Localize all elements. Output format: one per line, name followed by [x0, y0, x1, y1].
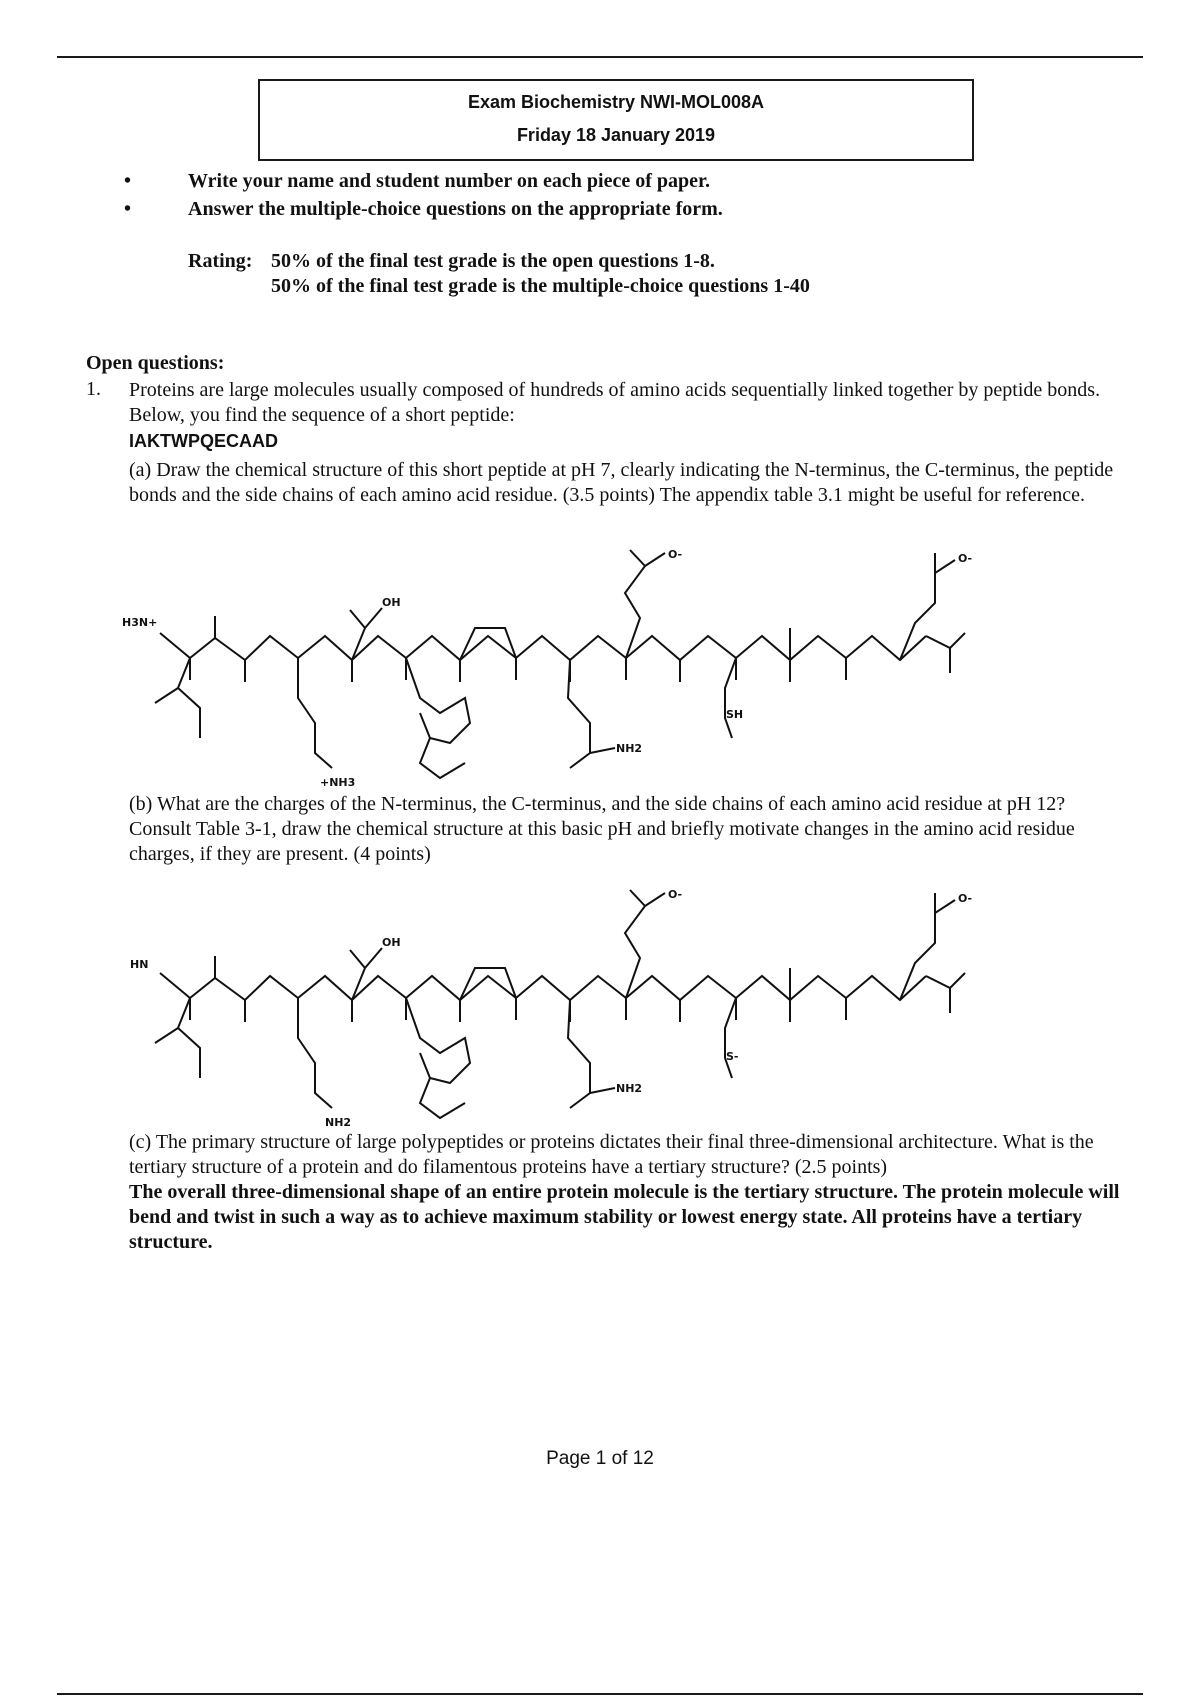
top-rule: [57, 56, 1143, 58]
rating-line-2: 50% of the final test grade is the multiple-choice questions 1-40: [271, 275, 810, 297]
backbone-chain: [160, 973, 926, 1000]
side-chain-pro: [460, 628, 516, 660]
lys-side-chain-label: +NH3: [320, 776, 356, 788]
bullet-icon: •: [124, 170, 132, 192]
side-chain-asp: [900, 893, 955, 1000]
gln-nh2-label: NH2: [616, 1082, 643, 1095]
exam-title: Exam Biochemistry NWI-MOL008A: [467, 92, 765, 112]
side-chain-pro: [460, 968, 516, 1000]
open-questions-heading: Open questions:: [86, 352, 225, 374]
cys-side-chain-label: S-: [726, 1050, 739, 1063]
side-chain-thr: [350, 608, 382, 660]
side-chain-lys: [298, 658, 332, 768]
peptide-structure-ph7: [120, 548, 1040, 788]
c-terminus: [926, 633, 965, 673]
c-terminus: [926, 973, 965, 1013]
thr-oh-label: OH: [382, 936, 401, 949]
question-intro: Proteins are large molecules usually composed of hundreds of amino acids sequentially linked together by peptide bonds. Below, you find the sequence of a short peptide:: [129, 379, 1101, 426]
lys-side-chain-label: NH2: [325, 1116, 352, 1128]
side-chain-asp: [900, 553, 955, 660]
exam-date: Friday 18 January 2019: [516, 125, 716, 145]
n-terminus-label: H3N+: [122, 616, 158, 629]
rating-line-1: 50% of the final test grade is the open questions 1-8.: [271, 250, 715, 272]
page-number: Page 1 of 12: [546, 1448, 654, 1469]
side-chain-lys: [298, 998, 332, 1108]
question-part-c: (c) The primary structure of large polypeptides or proteins dictates their final three-dimensional architecture. What is the tertiary structure of a protein and do filamentous proteins have a tertiary structure? (2.5 points): [129, 1131, 1094, 1178]
glu-carboxylate-label: O-: [668, 888, 683, 901]
peptide-structure-ph12: [120, 888, 1040, 1128]
peptide-sequence: IAKTWPQECAAD: [129, 431, 278, 451]
glu-carboxylate-label: O-: [668, 548, 683, 561]
backbone-chain: [160, 633, 926, 660]
side-chain-cys: [725, 998, 736, 1078]
answer-part-c: The overall three-dimensional shape of an entire protein molecule is the tertiary structure. The protein molecule will bend and twist in such a way as to achieve maximum stability or lowest energy state. All proteins have a tertiary structure.: [129, 1181, 1120, 1253]
bottom-rule: [57, 1693, 1143, 1695]
side-chain-thr: [350, 948, 382, 1000]
side-chain-cys: [725, 658, 736, 738]
side-chain-ile: [155, 998, 200, 1078]
question-number: 1.: [86, 378, 101, 400]
cys-side-chain-label: SH: [726, 708, 744, 721]
question-part-a: (a) Draw the chemical structure of this short peptide at pH 7, clearly indicating the N-terminus, the C-terminus, the peptide bonds and the side chains of each amino acid residue. (3.5 points) The appendix table 3.1 might be useful for reference.: [129, 459, 1114, 506]
side-chain-ile: [155, 658, 200, 738]
bullet-icon: •: [124, 198, 132, 220]
thr-oh-label: OH: [382, 596, 401, 609]
asp-carboxylate-label: O-: [958, 892, 973, 905]
exam-header-box: [258, 79, 974, 161]
asp-carboxylate-label: O-: [958, 552, 973, 565]
side-chain-gln: [568, 1000, 615, 1108]
n-terminus-label: HN: [130, 958, 149, 971]
rating-label: Rating:: [188, 250, 253, 272]
question-part-b: (b) What are the charges of the N-terminus, the C-terminus, and the side chains of each amino acid residue at pH 12? Consult Table 3-1, draw the chemical structure at this basic pH and briefly motivate changes in the amino acid residue charges, if they are present. (4 points): [129, 793, 1075, 865]
gln-nh2-label: NH2: [616, 742, 643, 755]
side-chain-gln: [568, 660, 615, 768]
